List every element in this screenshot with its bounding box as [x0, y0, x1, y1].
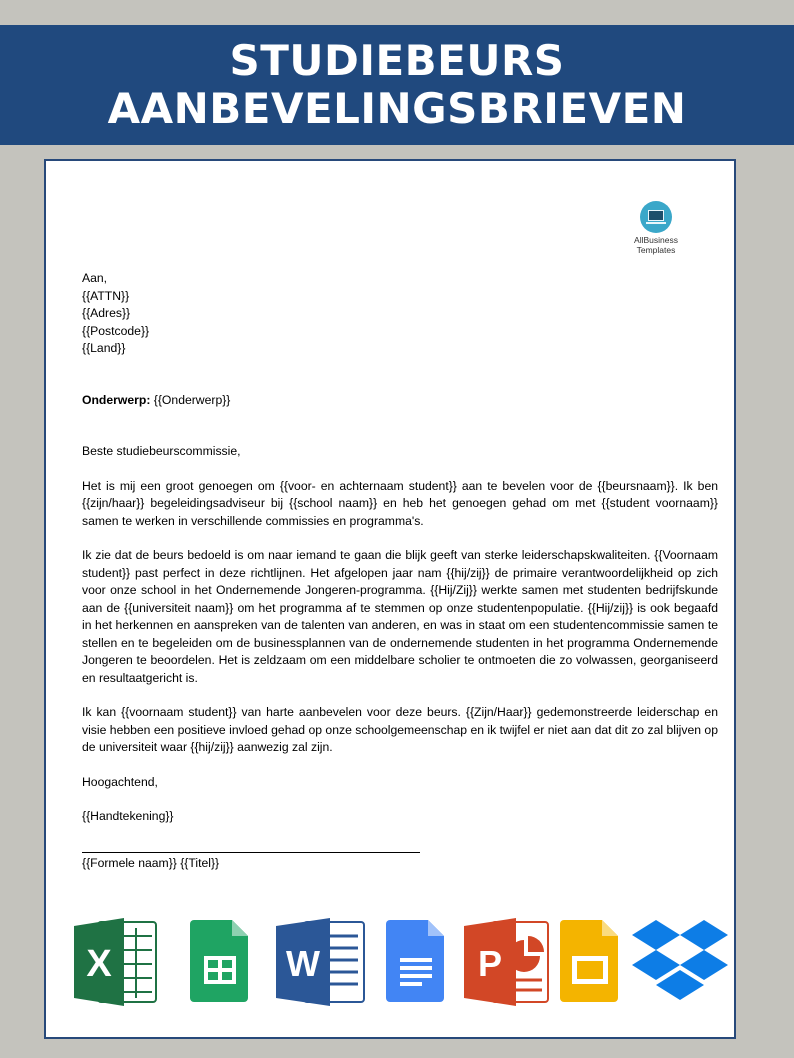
subject-line [82, 392, 718, 410]
banner-title-line-1: STUDIEBEURS [229, 36, 565, 85]
paragraph: Ik zie dat de beurs bedoeld is om naar iemand te gaan die blijk geeft van sterke leiderschapskwaliteiten. {{Voornaam student}} past perfect in deze richtlijnen. Het afgelopen jaar nam {{hij/zij}} de primaire verantwoordelijkheid op zich voor onze school in het Ondernemende Jongeren-programma. {{Hij/Zij}} werkte samen met studenten bedrijfskunde aan de {{universiteit naam}} om het programma af te stemmen op onze studentenpopulatie. {{Hij/zij}} is ook begaafd in het herkennen en aanspreken van de talenten van anderen, en was in staat om een studentencommissie samen te stellen en te begeleiden om de businessplannen van de ondernemende studenten in het programma Ondernemende Jongeren te beoordelen. Het is zeldzaam om een middelbare scholier te ontmoeten die zo volwassen, georganiseerd en resultaatgericht is. [82, 548, 718, 685]
paragraph: Ik kan {{voornaam student}} van harte aanbevelen voor deze beurs. {{Zijn/Haar}} gedemonstreerde leiderschap en visie hebben een positieve invloed gehad op onze schoolgemeenschap en ik twijfel er niet aan dat dit zo zal blijven op de universiteit waar {{hij/zij}} aanwezig zal zijn. [82, 705, 718, 754]
letter-body [82, 270, 718, 872]
laptop-icon [640, 201, 672, 233]
allbusiness-logo [626, 201, 686, 255]
google-slides-icon [560, 916, 620, 1004]
svg-text:X: X [86, 943, 112, 985]
subject-value: {{Onderwerp}} [150, 392, 231, 407]
salutation: Beste studiebeurscommissie, [82, 444, 241, 458]
signature-line [82, 852, 420, 853]
logo-line-2: Templates [636, 245, 676, 255]
logo-line-1: AllBusiness [634, 235, 678, 245]
address-line: {{Postcode}} [82, 323, 150, 338]
dropbox-icon [630, 916, 730, 1008]
subject-label: Onderwerp: [82, 392, 151, 407]
word-icon [274, 916, 368, 1008]
svg-text:P: P [477, 943, 503, 984]
powerpoint-icon [462, 916, 552, 1008]
excel-icon [72, 916, 158, 1008]
title-banner [0, 25, 794, 145]
svg-text:W: W [286, 943, 320, 984]
app-icons-row [72, 916, 732, 1011]
paragraph: Het is mij een groot genoegen om {{voor- en achternaam student}} aan te bevelen voor de {{beursnaam}}. Ik ben {{zijn/haar}} begeleidingsadviseur bij {{school naam}} en heb het genoegen gehad om met {{student voornaam}} samen te werken in verschillende commissies en programma's. [82, 478, 718, 528]
banner-title-line-2: AANBEVELINGSBRIEVEN [107, 84, 687, 133]
google-docs-icon [386, 916, 446, 1004]
google-sheets-icon [190, 916, 250, 1004]
letter-page [44, 159, 736, 1039]
address-line: Aan, [82, 271, 108, 285]
closing: Hoogachtend, [82, 774, 158, 789]
address-line: {{ATTN}} [82, 288, 130, 303]
signature-placeholder: {{Handtekening}} [82, 809, 174, 823]
address-line: {{Land}} [82, 341, 126, 355]
address-line: {{Adres}} [82, 306, 131, 320]
name-title: {{Formele naam}} {{Titel}} [82, 855, 220, 870]
